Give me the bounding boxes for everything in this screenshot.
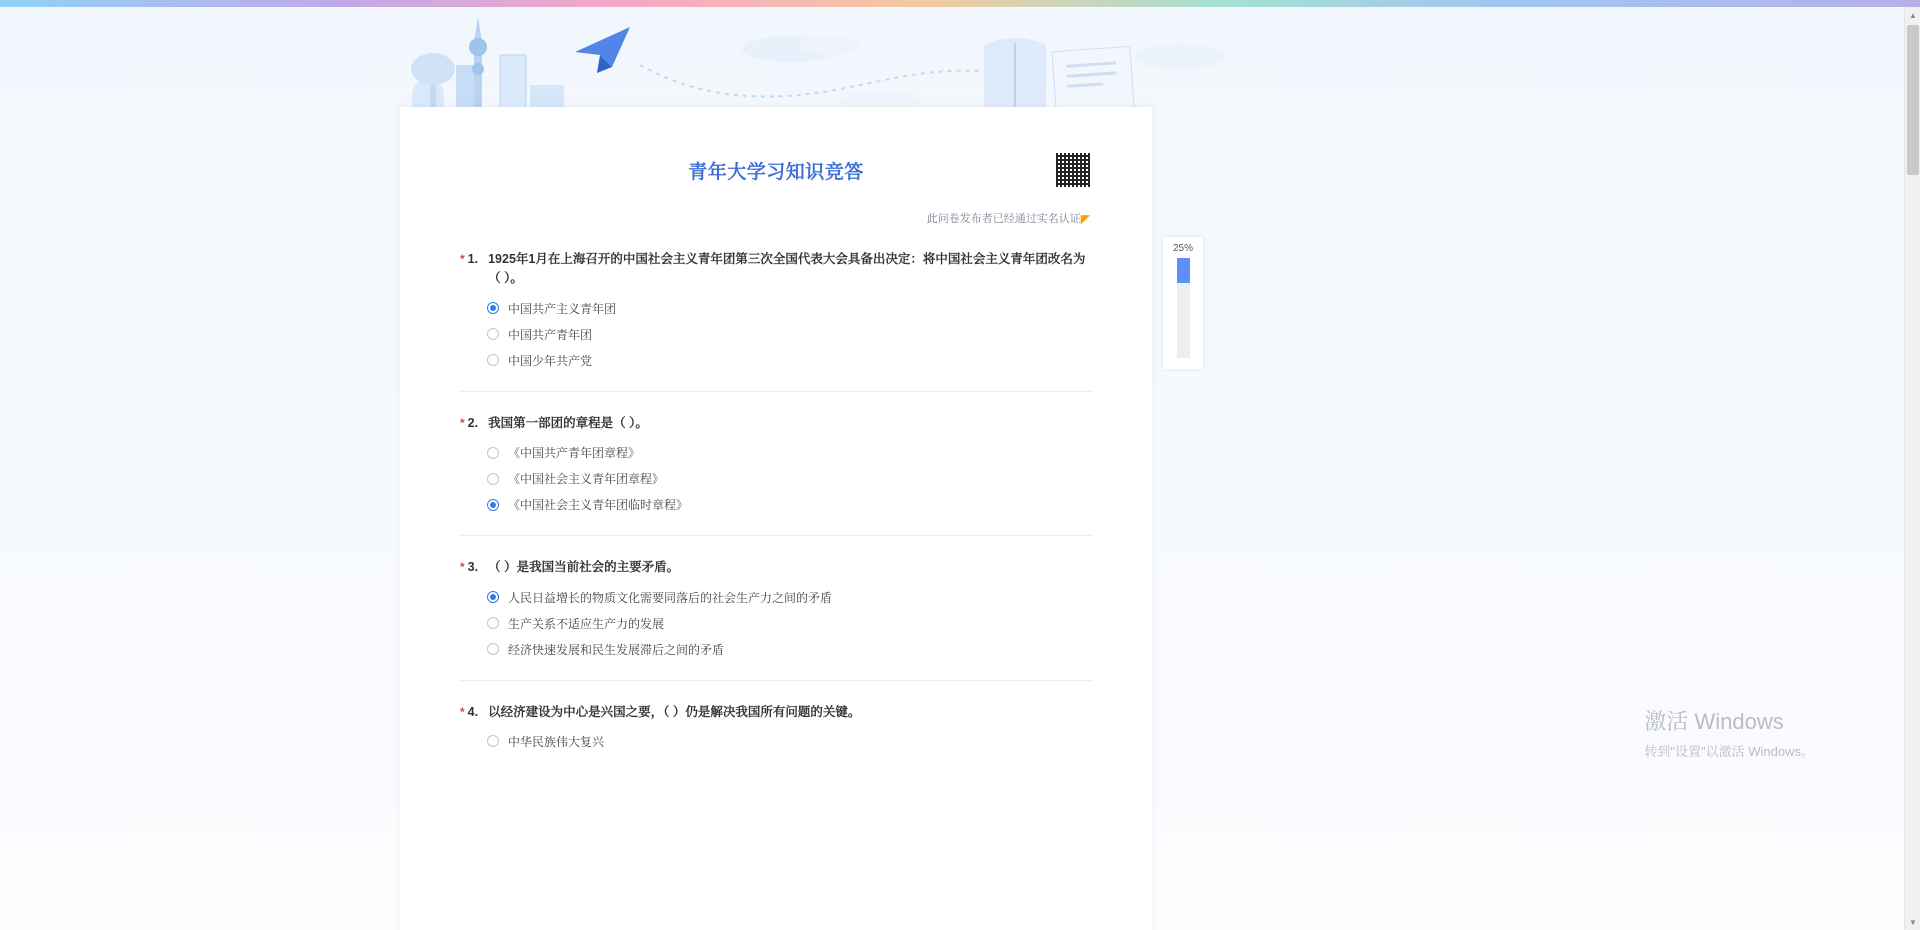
question-header (460, 250, 1092, 289)
radio-icon[interactable] (487, 617, 499, 629)
required-mark: * (460, 560, 465, 575)
option-label: 经济快速发展和民生发展滞后之间的矛盾 (508, 642, 725, 657)
watermark-title: 激活 Windows (1644, 709, 1784, 735)
question-number: 3. (467, 560, 479, 575)
question-number: 2. (467, 415, 479, 430)
radio-icon[interactable] (487, 735, 499, 747)
radio-icon[interactable] (487, 643, 499, 655)
question-text: 以经济建设为中心是兴国之要，（ ）仍是解决我国所有问题的关键。 (488, 704, 861, 719)
question-text: 1925年1月在上海召开的中国社会主义青年团第三次全国代表大会具备出决定：将中国社会主义青年团改名为（ ）。 (488, 252, 1086, 286)
question-header (460, 558, 1092, 577)
question-item (460, 703, 1092, 772)
qr-code-icon[interactable] (1056, 153, 1090, 187)
watermark-subtitle: 转到"设置"以激活 Windows。 (1644, 744, 1814, 759)
radio-icon[interactable] (487, 591, 499, 603)
progress-track (1177, 258, 1190, 358)
option-group (460, 300, 1092, 369)
page-background (0, 7, 1904, 930)
radio-icon[interactable] (487, 302, 499, 314)
option-row[interactable] (487, 615, 1092, 632)
option-row[interactable] (487, 641, 1092, 658)
option-label: 《中国社会主义青年团章程》 (508, 472, 665, 487)
option-row[interactable] (487, 733, 1092, 750)
option-group (460, 444, 1092, 513)
option-row[interactable] (487, 496, 1092, 513)
question-number: 4. (467, 704, 479, 719)
option-label: 中国共产青年团 (508, 327, 593, 342)
option-row[interactable] (487, 589, 1092, 606)
verified-notice-text: 此问卷发布者已经通过实名认证 (926, 213, 1081, 225)
option-label: 人民日益增长的物质文化需要同落后的社会生产力之间的矛盾 (508, 590, 833, 605)
question-text: （ ）是我国当前社会的主要矛盾。 (488, 560, 680, 575)
question-list (460, 250, 1092, 772)
radio-icon[interactable] (487, 354, 499, 366)
scroll-up-arrow-icon[interactable]: ▲ (1909, 10, 1917, 20)
progress-fill (1177, 258, 1190, 283)
survey-card (400, 107, 1152, 930)
question-item (460, 414, 1092, 536)
vertical-scrollbar[interactable] (1904, 7, 1920, 930)
top-gradient-bar (0, 0, 1920, 7)
option-label: 生产关系不适应生产力的发展 (508, 616, 665, 631)
option-label: 中国共产主义青年团 (508, 301, 617, 316)
option-row[interactable] (487, 470, 1092, 487)
required-mark: * (460, 415, 465, 430)
required-mark: * (460, 704, 465, 719)
windows-activation-watermark (1644, 708, 1814, 760)
question-number: 1. (467, 252, 479, 266)
shield-check-icon: ◤ (1080, 212, 1090, 226)
option-label: 《中国共产青年团章程》 (508, 446, 641, 461)
option-row[interactable] (487, 300, 1092, 317)
radio-icon[interactable] (487, 328, 499, 340)
verified-notice (460, 210, 1092, 226)
option-label: 中国少年共产党 (508, 353, 593, 368)
question-text: 我国第一部团的章程是（ ）。 (488, 415, 648, 430)
radio-icon[interactable] (487, 499, 499, 511)
option-row[interactable] (487, 352, 1092, 369)
option-group (460, 589, 1092, 658)
option-group (460, 733, 1092, 750)
page-title: 青年大学习知识竞答 (688, 162, 864, 183)
question-item (460, 558, 1092, 680)
question-header (460, 414, 1092, 433)
radio-icon[interactable] (487, 473, 499, 485)
option-label: 《中国社会主义青年团临时章程》 (508, 498, 689, 513)
question-item (460, 250, 1092, 392)
question-header (460, 703, 1092, 722)
option-row[interactable] (487, 326, 1092, 343)
progress-widget (1163, 237, 1203, 369)
option-row[interactable] (487, 444, 1092, 461)
progress-label: 25% (1172, 243, 1193, 254)
required-mark: * (460, 252, 465, 266)
option-label: 中华民族伟大复兴 (508, 734, 605, 749)
scrollbar-thumb[interactable] (1907, 25, 1919, 175)
scroll-down-arrow-icon[interactable]: ▼ (1909, 917, 1917, 927)
radio-icon[interactable] (487, 447, 499, 459)
